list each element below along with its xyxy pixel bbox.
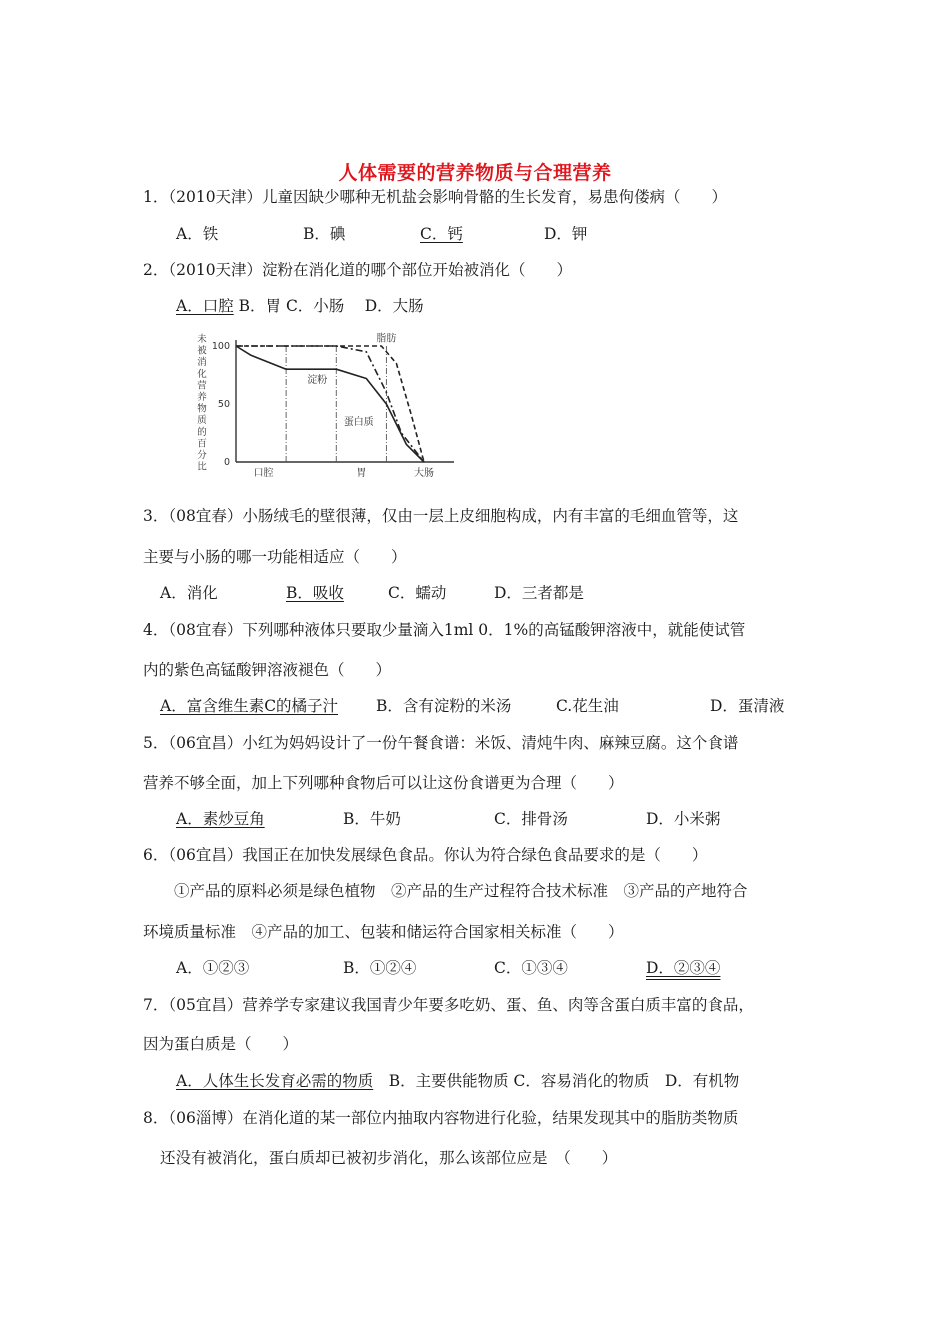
question-3-option-d: D．三者都是 xyxy=(494,584,584,602)
question-4-option-d: D．蛋清液 xyxy=(710,697,785,715)
question-7-option-a-answer: A．人体生长发育必需的物质 xyxy=(176,1072,374,1090)
question-3-stem-line1: 3．（08宜春）小肠绒毛的壁很薄，仅由一层上皮细胞构成，内有丰富的毛细血管等，这 xyxy=(143,507,739,525)
question-3-option-c: C．蠕动 xyxy=(388,584,447,602)
question-4-option-c: C.花生油 xyxy=(556,697,619,715)
series-label-脂肪: 脂肪 xyxy=(376,333,397,345)
question-5-option-a-answer: A．素炒豆角 xyxy=(176,810,265,828)
question-5-stem-line2: 营养不够全面，加上下列哪种食物后可以让这份食谱更为合理（ ） xyxy=(143,774,624,792)
question-6-stem-line1: 6．（06宜昌）我国正在加快发展绿色食品。你认为符合绿色食品要求的是（ ） xyxy=(143,846,708,864)
question-2-options xyxy=(176,296,424,316)
question-2-option-a-answer: A．口腔 xyxy=(176,297,234,315)
question-4-option-b: B．含有淀粉的米汤 xyxy=(376,697,512,715)
y-label-char: 养 xyxy=(197,392,207,403)
y-label-char: 百 xyxy=(197,438,207,450)
x-tick-label: 大肠 xyxy=(414,468,434,479)
question-4-stem-line1: 4．（08宜春）下列哪种液体只要取少量滴入1ml 0．1%的高锰酸钾溶液中，就能使试管 xyxy=(143,621,746,639)
question-2-options-rest: B．胃 C．小肠 D．大肠 xyxy=(233,297,424,315)
question-2-stem: 2．（2010天津）淀粉在消化道的哪个部位开始被消化（ ） xyxy=(143,261,573,279)
question-5-option-d: D．小米粥 xyxy=(646,810,721,828)
question-5-option-b: B．牛奶 xyxy=(343,810,401,828)
question-5-option-c: C．排骨汤 xyxy=(494,810,568,828)
question-8-stem-line1: 8．（06淄博）在消化道的某一部位内抽取内容物进行化验，结果发现其中的脂肪类物质 xyxy=(143,1109,739,1127)
question-7-options-rest: B．主要供能物质 C．容易消化的物质 D．有机物 xyxy=(373,1072,740,1090)
question-6-stem-line2: ①产品的原料必须是绿色植物 ②产品的生产过程符合技术标准 ③产品的产地符合 xyxy=(174,882,748,900)
y-label-char: 质 xyxy=(197,415,207,427)
series-line-脂肪 xyxy=(236,346,424,462)
y-label-char: 化 xyxy=(197,368,207,380)
y-label-char: 比 xyxy=(197,461,207,473)
chart-layer xyxy=(197,331,454,479)
digestion-chart xyxy=(192,328,462,486)
question-6-option-d-answer: D．②③④ xyxy=(646,959,721,977)
series-label-淀粉: 淀粉 xyxy=(307,375,328,387)
y-tick-label-50: 50 xyxy=(217,399,230,410)
y-tick-label-0: 0 xyxy=(223,457,230,468)
y-label-char: 分 xyxy=(197,450,207,461)
question-4-option-a-answer: A．富含维生素C的橘子汁 xyxy=(160,697,339,715)
question-1-option-d: D．钾 xyxy=(544,225,588,243)
y-label-char: 物 xyxy=(197,403,207,415)
question-7-stem-line1: 7．（05宜昌）营养学专家建议我国青少年要多吃奶、蛋、鱼、肉等含蛋白质丰富的食品， xyxy=(143,996,754,1014)
series-label-蛋白质: 蛋白质 xyxy=(343,416,374,428)
question-7-stem-line2: 因为蛋白质是（ ） xyxy=(143,1035,299,1053)
y-label-char: 消 xyxy=(197,357,207,369)
question-3-option-a: A．消化 xyxy=(160,584,218,602)
question-5-stem-line1: 5．（06宜昌）小红为妈妈设计了一份午餐食谱：米饭、清炖牛肉、麻辣豆腐。这个食谱 xyxy=(143,734,739,752)
y-label-char: 营 xyxy=(197,380,207,392)
question-1-option-c-answer: C．钙 xyxy=(420,225,463,243)
question-1-stem: 1．（2010天津）儿童因缺少哪种无机盐会影响骨骼的生长发育，易患佝偻病（ ） xyxy=(143,188,728,206)
x-tick-label: 口腔 xyxy=(253,468,274,479)
question-6-option-b: B．①②④ xyxy=(343,959,417,977)
x-tick-label: 胃 xyxy=(356,468,367,479)
y-label-char: 未 xyxy=(197,334,207,345)
y-tick-label-100: 100 xyxy=(211,341,230,352)
series-line-蛋白质 xyxy=(236,346,424,462)
question-6-stem-line3: 环境质量标准 ④产品的加工、包装和储运符合国家相关标准（ ） xyxy=(143,923,624,941)
series-line-淀粉 xyxy=(236,346,424,462)
question-1-option-a: A．铁 xyxy=(176,225,219,243)
question-4-stem-line2: 内的紫色高锰酸钾溶液褪色（ ） xyxy=(143,661,392,679)
question-8-stem-line2: 还没有被消化，蛋白质却已被初步消化，那么该部位应是 （ ） xyxy=(160,1149,618,1167)
question-7-options xyxy=(176,1071,739,1091)
page-title: 人体需要的营养物质与合理营养 xyxy=(338,162,612,184)
question-3-option-b-answer: B．吸收 xyxy=(286,584,344,602)
question-6-option-c: C．①③④ xyxy=(494,959,568,977)
question-6-option-a: A．①②③ xyxy=(176,959,250,977)
question-1-option-b: B．碘 xyxy=(303,225,346,243)
question-3-stem-line2: 主要与小肠的哪一功能相适应（ ） xyxy=(143,548,407,566)
y-label-char: 被 xyxy=(197,345,207,357)
y-label-char: 的 xyxy=(197,426,207,438)
